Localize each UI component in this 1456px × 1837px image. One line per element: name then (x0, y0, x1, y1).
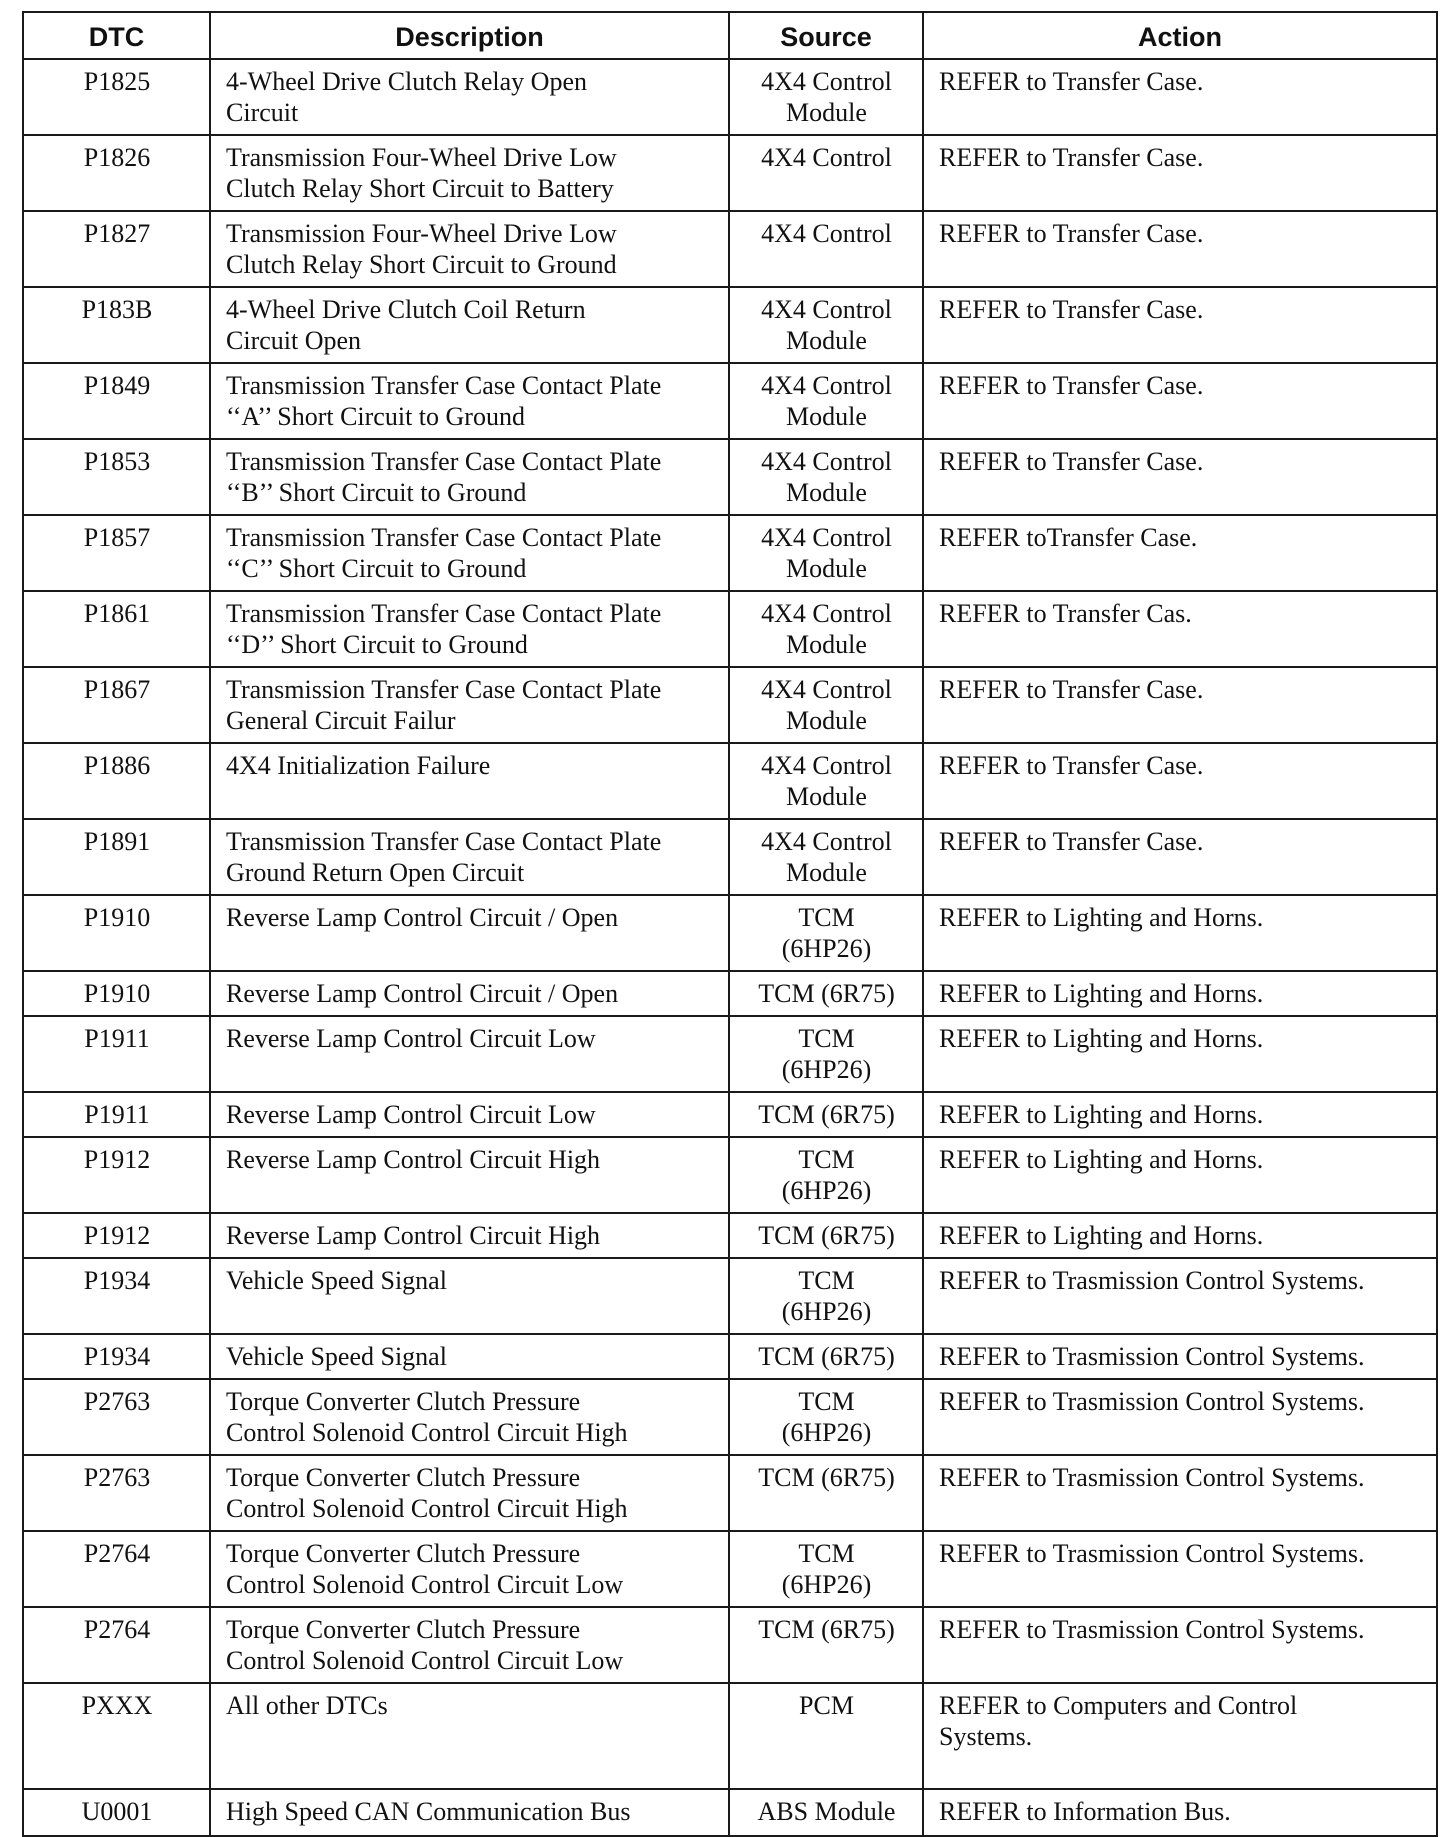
dtc-cell: U0001 (23, 1789, 210, 1836)
description-cell: 4-Wheel Drive Clutch Relay Open Circuit (210, 59, 729, 135)
table-row (23, 1455, 1437, 1531)
source-cell: 4X4 Control Module (729, 819, 923, 895)
dtc-cell: P2763 (23, 1455, 210, 1531)
table-row (23, 1683, 1437, 1789)
table-row (23, 287, 1437, 363)
source-cell: TCM (6R75) (729, 971, 923, 1016)
action-cell: REFER to Transfer Case. (923, 287, 1437, 363)
dtc-cell: P1886 (23, 743, 210, 819)
dtc-cell: P1912 (23, 1137, 210, 1213)
dtc-cell: P1911 (23, 1092, 210, 1137)
table-row (23, 135, 1437, 211)
table-row (23, 1137, 1437, 1213)
description-cell: Torque Converter Clutch Pressure Control Solenoid Control Circuit Low (210, 1607, 729, 1683)
action-cell: REFER to Lighting and Horns. (923, 971, 1437, 1016)
header-action: Action (923, 12, 1437, 59)
dtc-cell: P1827 (23, 211, 210, 287)
table-row (23, 971, 1437, 1016)
dtc-cell: P2764 (23, 1607, 210, 1683)
dtc-cell: P1911 (23, 1016, 210, 1092)
action-cell: REFER to Transfer Case. (923, 667, 1437, 743)
description-cell: High Speed CAN Communication Bus (210, 1789, 729, 1836)
dtc-cell: P1853 (23, 439, 210, 515)
source-cell: TCM (6R75) (729, 1607, 923, 1683)
dtc-cell: P1825 (23, 59, 210, 135)
description-cell: Transmission Transfer Case Contact Plate ‘‘B’’ Short Circuit to Ground (210, 439, 729, 515)
table-row (23, 591, 1437, 667)
dtc-cell: P1910 (23, 971, 210, 1016)
header-row (23, 12, 1437, 59)
action-cell: REFER to Transfer Case. (923, 363, 1437, 439)
table-row (23, 1334, 1437, 1379)
dtc-cell: P2763 (23, 1379, 210, 1455)
dtc-cell: P2764 (23, 1531, 210, 1607)
dtc-cell: P1934 (23, 1258, 210, 1334)
description-cell: Transmission Four-Wheel Drive Low Clutch Relay Short Circuit to Battery (210, 135, 729, 211)
table-row (23, 59, 1437, 135)
action-cell: REFER to Transfer Case. (923, 819, 1437, 895)
table-row (23, 1092, 1437, 1137)
table-row (23, 819, 1437, 895)
action-cell: REFER to Trasmission Control Systems. (923, 1531, 1437, 1607)
description-cell: Reverse Lamp Control Circuit Low (210, 1092, 729, 1137)
source-cell: ABS Module (729, 1789, 923, 1836)
dtc-cell: PXXX (23, 1683, 210, 1789)
table-row (23, 667, 1437, 743)
action-cell: REFER to Lighting and Horns. (923, 1137, 1437, 1213)
header-description: Description (210, 12, 729, 59)
action-cell: REFER to Transfer Case. (923, 211, 1437, 287)
description-cell: All other DTCs (210, 1683, 729, 1789)
table-row (23, 211, 1437, 287)
dtc-cell: P1849 (23, 363, 210, 439)
source-cell: TCM (6HP26) (729, 1379, 923, 1455)
description-cell: Transmission Transfer Case Contact Plate ‘‘A’’ Short Circuit to Ground (210, 363, 729, 439)
table-row (23, 515, 1437, 591)
action-cell: REFER to Trasmission Control Systems. (923, 1334, 1437, 1379)
dtc-table (22, 11, 1438, 1837)
source-cell: TCM (6HP26) (729, 895, 923, 971)
source-cell: TCM (6HP26) (729, 1531, 923, 1607)
action-cell: REFER to Trasmission Control Systems. (923, 1455, 1437, 1531)
description-cell: Reverse Lamp Control Circuit / Open (210, 895, 729, 971)
action-cell: REFER to Trasmission Control Systems. (923, 1607, 1437, 1683)
description-cell: Reverse Lamp Control Circuit Low (210, 1016, 729, 1092)
description-cell: Transmission Transfer Case Contact Plate General Circuit Failur (210, 667, 729, 743)
table-row (23, 1531, 1437, 1607)
description-cell: Vehicle Speed Signal (210, 1334, 729, 1379)
source-cell: TCM (6R75) (729, 1092, 923, 1137)
description-cell: Transmission Four-Wheel Drive Low Clutch Relay Short Circuit to Ground (210, 211, 729, 287)
source-cell: 4X4 Control Module (729, 591, 923, 667)
source-cell: 4X4 Control Module (729, 287, 923, 363)
action-cell: REFER to Information Bus. (923, 1789, 1437, 1836)
action-cell: REFER to Lighting and Horns. (923, 1213, 1437, 1258)
action-cell: REFER to Transfer Case. (923, 439, 1437, 515)
header-source: Source (729, 12, 923, 59)
description-cell: Reverse Lamp Control Circuit / Open (210, 971, 729, 1016)
dtc-cell: P183B (23, 287, 210, 363)
source-cell: PCM (729, 1683, 923, 1789)
action-cell: REFER to Trasmission Control Systems. (923, 1258, 1437, 1334)
dtc-cell: P1912 (23, 1213, 210, 1258)
dtc-cell: P1867 (23, 667, 210, 743)
action-cell: REFER to Lighting and Horns. (923, 895, 1437, 971)
action-cell: REFER to Lighting and Horns. (923, 1016, 1437, 1092)
table-row (23, 1607, 1437, 1683)
table-row (23, 363, 1437, 439)
description-cell: Transmission Transfer Case Contact Plate Ground Return Open Circuit (210, 819, 729, 895)
action-cell: REFER to Transfer Cas. (923, 591, 1437, 667)
description-cell: Torque Converter Clutch Pressure Control Solenoid Control Circuit Low (210, 1531, 729, 1607)
description-cell: Reverse Lamp Control Circuit High (210, 1137, 729, 1213)
source-cell: 4X4 Control (729, 135, 923, 211)
source-cell: TCM (6HP26) (729, 1258, 923, 1334)
action-cell: REFER toTransfer Case. (923, 515, 1437, 591)
action-cell: REFER to Transfer Case. (923, 59, 1437, 135)
description-cell: 4X4 Initialization Failure (210, 743, 729, 819)
action-cell: REFER to Trasmission Control Systems. (923, 1379, 1437, 1455)
action-cell: REFER to Lighting and Horns. (923, 1092, 1437, 1137)
source-cell: 4X4 Control Module (729, 59, 923, 135)
table-row (23, 1258, 1437, 1334)
description-cell: Torque Converter Clutch Pressure Control Solenoid Control Circuit High (210, 1455, 729, 1531)
dtc-cell: P1891 (23, 819, 210, 895)
source-cell: 4X4 Control Module (729, 363, 923, 439)
source-cell: 4X4 Control Module (729, 743, 923, 819)
action-cell: REFER to Computers and Control Systems. (923, 1683, 1437, 1789)
table-row (23, 1016, 1437, 1092)
source-cell: TCM (6R75) (729, 1213, 923, 1258)
description-cell: Vehicle Speed Signal (210, 1258, 729, 1334)
source-cell: TCM (6HP26) (729, 1016, 923, 1092)
table-row (23, 1789, 1437, 1836)
source-cell: 4X4 Control (729, 211, 923, 287)
dtc-cell: P1861 (23, 591, 210, 667)
description-cell: Torque Converter Clutch Pressure Control Solenoid Control Circuit High (210, 1379, 729, 1455)
action-cell: REFER to Transfer Case. (923, 743, 1437, 819)
source-cell: 4X4 Control Module (729, 515, 923, 591)
table-row (23, 1379, 1437, 1455)
description-cell: 4-Wheel Drive Clutch Coil Return Circuit Open (210, 287, 729, 363)
dtc-cell: P1910 (23, 895, 210, 971)
table-row (23, 439, 1437, 515)
source-cell: TCM (6R75) (729, 1334, 923, 1379)
header-dtc: DTC (23, 12, 210, 59)
description-cell: Transmission Transfer Case Contact Plate ‘‘D’’ Short Circuit to Ground (210, 591, 729, 667)
dtc-cell: P1857 (23, 515, 210, 591)
source-cell: TCM (6R75) (729, 1455, 923, 1531)
description-cell: Reverse Lamp Control Circuit High (210, 1213, 729, 1258)
table-row (23, 895, 1437, 971)
dtc-cell: P1934 (23, 1334, 210, 1379)
table-row (23, 743, 1437, 819)
source-cell: TCM (6HP26) (729, 1137, 923, 1213)
source-cell: 4X4 Control Module (729, 439, 923, 515)
table-row (23, 1213, 1437, 1258)
description-cell: Transmission Transfer Case Contact Plate ‘‘C’’ Short Circuit to Ground (210, 515, 729, 591)
dtc-cell: P1826 (23, 135, 210, 211)
source-cell: 4X4 Control Module (729, 667, 923, 743)
action-cell: REFER to Transfer Case. (923, 135, 1437, 211)
